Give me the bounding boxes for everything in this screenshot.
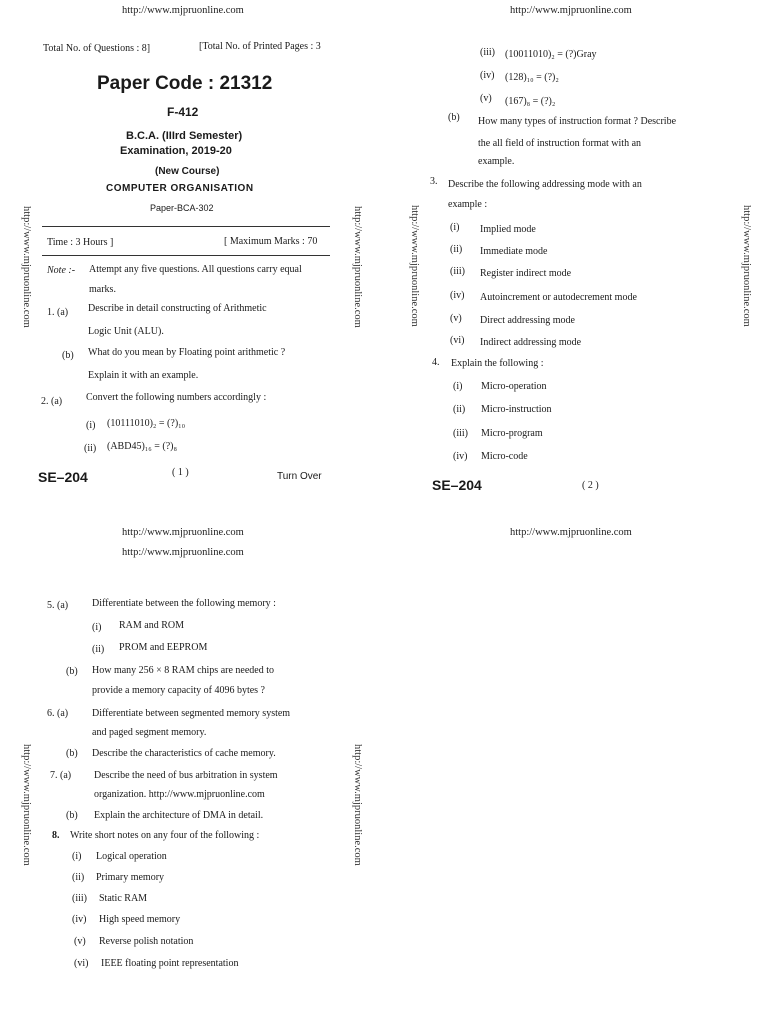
f-code: F-412 [167, 105, 199, 119]
q8-item-text: Logical operation [96, 851, 167, 862]
q2a-number: 2. (a) [41, 396, 63, 407]
q7a-number: 7. (a) [50, 770, 72, 781]
q8-item-text: IEEE floating point representation [101, 958, 239, 969]
side-url-1: http://www.mjpruonline.com [21, 206, 32, 328]
turn-over: Turn Over [277, 471, 322, 482]
q2-v-text: (167)₈ = (?)₂ [505, 96, 556, 107]
q3-number: 3. [430, 176, 438, 187]
q6b-number: (b) [66, 748, 78, 759]
q4-item-text: Micro-program [481, 428, 543, 439]
q1a-number: 1. (a) [47, 307, 69, 318]
q2b-number: (b) [448, 112, 460, 123]
q5a-text: Differentiate between the following memory : [92, 598, 276, 609]
paper-code: Paper Code : 21312 [97, 73, 273, 94]
course-title: B.C.A. (IIIrd Semester) [126, 130, 243, 142]
side-url-6: http://www.mjpruonline.com [352, 744, 363, 866]
q4-item-num: (i) [453, 381, 463, 392]
q3-item-text: Immediate mode [480, 246, 548, 257]
q3-item-num: (iii) [450, 266, 465, 277]
q8-item-text: Reverse polish notation [99, 936, 194, 947]
max-marks: [ Maximum Marks : 70 [224, 236, 318, 247]
time-label: Time : 3 Hours ] [47, 237, 114, 248]
q2-iv-text: (128)₁₀ = (?)₂ [505, 72, 559, 83]
q4-text: Explain the following : [451, 358, 544, 369]
q4-item-num: (iii) [453, 428, 468, 439]
q7b-text: Explain the architecture of DMA in detail. [94, 810, 264, 821]
q3-item-text: Autoincrement or autodecrement mode [480, 292, 637, 303]
q2-i-number: (i) [86, 420, 96, 431]
q4-item-text: Micro-operation [481, 381, 547, 392]
q1b-text: What do you mean by Floating point arithmetic ? [88, 347, 286, 358]
q6a-text: Differentiate between segmented memory system [92, 708, 291, 719]
q1b-number: (b) [62, 350, 74, 361]
q4-item-num: (iv) [453, 451, 468, 462]
q8-item-num: (i) [72, 851, 82, 862]
header-url-right[interactable]: http://www.mjpruonline.com [510, 5, 632, 16]
q2-i-text: (10111010)₂ = (?)₁₀ [107, 418, 186, 429]
q8-item-num: (ii) [72, 872, 85, 883]
q3-item-num: (ii) [450, 244, 463, 255]
q8-text: Write short notes on any four of the following : [70, 830, 260, 841]
q7a-text: Describe the need of bus arbitration in system [94, 770, 278, 781]
divider-bottom [42, 255, 330, 256]
q6a-text-2: and paged segment memory. [92, 727, 207, 738]
mid-url-left-1[interactable]: http://www.mjpruonline.com [122, 527, 244, 538]
divider-top [42, 226, 330, 227]
q5-ii-number: (ii) [92, 644, 105, 655]
q2a-text: Convert the following numbers accordingly : [86, 392, 267, 403]
total-questions: Total No. of Questions : 8] [43, 43, 151, 54]
q3-item-text: Indirect addressing mode [480, 337, 582, 348]
paper-number: Paper-BCA-302 [150, 203, 214, 213]
q5-ii-text: PROM and EEPROM [119, 642, 208, 653]
mid-url-left-2[interactable]: http://www.mjpruonline.com [122, 547, 244, 558]
q8-item-num: (iv) [72, 914, 87, 925]
q5b-text-2: provide a memory capacity of 4096 bytes ? [92, 685, 265, 696]
q2-iii-text: (10011010)₂ = (?)Gray [505, 49, 597, 60]
q3-text: Describe the following addressing mode with an [448, 179, 642, 190]
q6a-number: 6. (a) [47, 708, 69, 719]
q5a-number: 5. (a) [47, 600, 69, 611]
note-text: Attempt any five questions. All questions carry equal [89, 264, 302, 275]
q2b-text-2: the all field of instruction format with an [478, 138, 642, 149]
q8-item-text: High speed memory [99, 914, 181, 925]
q3-item-num: (iv) [450, 290, 465, 301]
q3-item-num: (vi) [450, 335, 465, 346]
q3-item-text: Register indirect mode [480, 268, 572, 279]
note-text-2: marks. [89, 284, 116, 295]
header-url-left[interactable]: http://www.mjpruonline.com [122, 5, 244, 16]
q5-i-text: RAM and ROM [119, 620, 185, 631]
q7b-number: (b) [66, 810, 78, 821]
q5b-text: How many 256 × 8 RAM chips are needed to [92, 665, 274, 676]
side-url-4: http://www.mjpruonline.com [741, 205, 752, 327]
q6b-text: Describe the characteristics of cache memory. [92, 748, 276, 759]
q8-number: 8. [52, 830, 60, 841]
q1a-text-2: Logic Unit (ALU). [88, 326, 164, 337]
q8-item-num: (iii) [72, 893, 87, 904]
new-course: (New Course) [155, 166, 220, 177]
q8-item-text: Static RAM [99, 893, 148, 904]
q3-item-text: Direct addressing mode [480, 315, 575, 326]
q2b-text-3: example. [478, 156, 515, 167]
q3-item-text: Implied mode [480, 224, 536, 235]
q2-iii-number: (iii) [480, 47, 495, 58]
q2-ii-number: (ii) [84, 443, 97, 454]
side-url-2: http://www.mjpruonline.com [352, 206, 363, 328]
side-url-3: http://www.mjpruonline.com [409, 205, 420, 327]
q3-item-num: (v) [450, 313, 462, 324]
q3-text-2: example : [448, 199, 488, 210]
mid-url-right[interactable]: http://www.mjpruonline.com [510, 527, 632, 538]
q5-i-number: (i) [92, 622, 102, 633]
footer-code-2: SE–204 [432, 477, 482, 493]
q4-item-num: (ii) [453, 404, 466, 415]
q1b-text-2: Explain it with an example. [88, 370, 199, 381]
q1a-text: Describe in detail constructing of Arithmetic [88, 303, 267, 314]
q7a-text-2: organization. http://www.mjpruonline.com [94, 789, 265, 800]
q4-item-text: Micro-code [481, 451, 528, 462]
q2-v-number: (v) [480, 93, 492, 104]
q8-item-text: Primary memory [96, 872, 165, 883]
footer-page-1: ( 1 ) [172, 467, 189, 478]
exam-title: Examination, 2019-20 [120, 145, 232, 157]
side-url-5: http://www.mjpruonline.com [21, 744, 32, 866]
footer-page-2: ( 2 ) [582, 480, 599, 491]
q2-ii-text: (ABD45)₁₆ = (?)₈ [107, 441, 177, 452]
printed-pages: [Total No. of Printed Pages : 3 [199, 41, 321, 52]
q8-item-num: (vi) [74, 958, 89, 969]
q2b-text: How many types of instruction format ? Describe [478, 116, 677, 127]
q3-item-num: (i) [450, 222, 460, 233]
footer-code-1: SE–204 [38, 469, 88, 485]
note-label: Note :- [47, 265, 76, 276]
q8-item-num: (v) [74, 936, 86, 947]
subject-title: COMPUTER ORGANISATION [106, 183, 254, 194]
q4-number: 4. [432, 357, 440, 368]
q4-item-text: Micro-instruction [481, 404, 552, 415]
q2-iv-number: (iv) [480, 70, 495, 81]
q5b-number: (b) [66, 666, 78, 677]
